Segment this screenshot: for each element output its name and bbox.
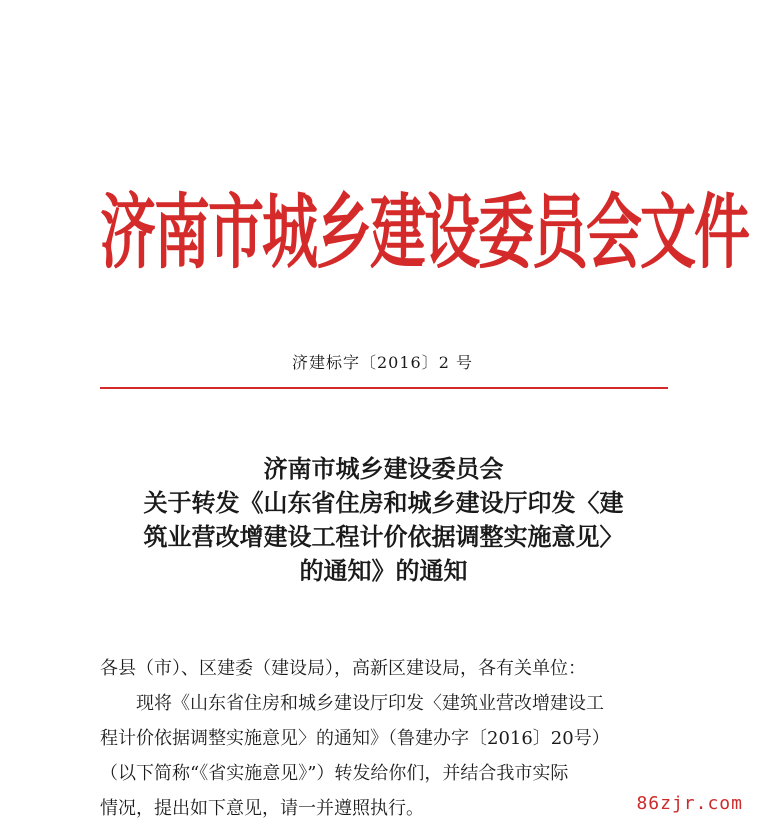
title-line: 的通知》的通知 bbox=[299, 556, 468, 585]
paragraph-line: 现将《山东省住房和城乡建设厅印发〈建筑业营改增建设工 bbox=[136, 693, 604, 714]
title-line: 关于转发《山东省住房和城乡建设厅印发〈建 bbox=[143, 488, 624, 517]
document-body bbox=[100, 651, 670, 826]
addressee-line: 各县（市）、区建委（建设局），高新区建设局，各有关单位： bbox=[100, 658, 586, 679]
paragraph-line: 程计价依据调整实施意见〉的通知》（鲁建办字〔2016〕20号） bbox=[100, 728, 610, 749]
document-title bbox=[96, 452, 671, 588]
issuer-header-title: 济南市城乡建设委员会文件 bbox=[100, 186, 748, 281]
site-watermark: 86zjr.com bbox=[636, 793, 743, 814]
paragraph-line: 情况，提出如下意见，请一并遵照执行。 bbox=[100, 798, 424, 819]
red-divider-line bbox=[100, 387, 668, 389]
title-line: 筑业营改增建设工程计价依据调整实施意见〉 bbox=[143, 522, 624, 551]
document-number: 济建标字〔2016〕2 号 bbox=[292, 353, 473, 372]
title-line: 济南市城乡建设委员会 bbox=[263, 454, 504, 483]
paragraph-line: （以下简称“《省实施意见》”）转发给你们，并结合我市实际 bbox=[100, 763, 569, 784]
